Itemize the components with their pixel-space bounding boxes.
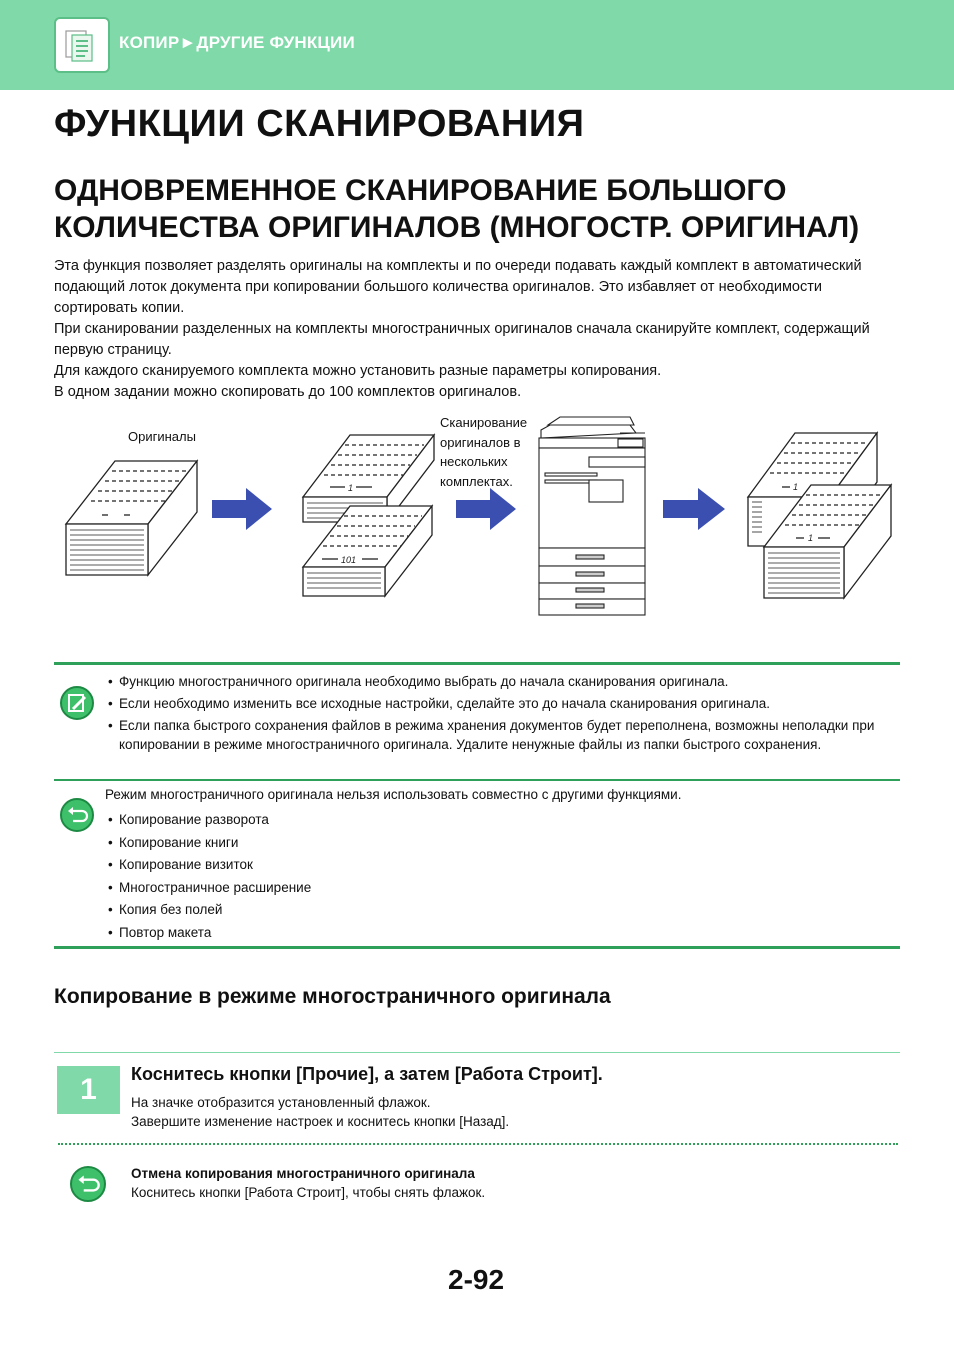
intro-paragraph: Для каждого сканируемого комплекта можно установить разные параметры копирования. [54,363,662,379]
step-line: На значке отобразится установленный флажок. [131,1095,431,1110]
arrow-right-icon [456,488,516,530]
page-title: ФУНКЦИИ СКАНИРОВАНИЯ [54,103,585,145]
step-number-badge: 1 [57,1066,120,1114]
intro-text [54,256,904,403]
copy-back-number: 1 [793,482,799,492]
restriction-lead: Режим многостраничного оригинала нельзя использовать совместно с другими функциями. [105,787,682,802]
step-text [131,1093,509,1131]
intro-paragraph: Эта функция позволяет разделять оригиналы на комплекты и по очереди подавать каждый комплект в автоматический подающий лоток документа при копировании большого количества оригиналов. Это избавляет от необходимости сортировать копии. [54,258,862,316]
cancel-text: Коснитесь кнопки [Работа Строит], чтобы снять флажок. [131,1185,486,1200]
set2-number: 101 [341,555,357,565]
intro-paragraph: В одном задании можно скопировать до 100 комплектов оригиналов. [54,384,522,400]
set1-number: 1 [348,483,354,493]
arrow-right-icon [663,488,725,530]
restriction-box [54,779,900,949]
scan-label: Сканирование оригиналов в нескольких комплектах. [440,415,528,489]
dotted-divider [58,1143,898,1145]
note-list [108,672,898,754]
return-arrow-icon [70,1166,106,1202]
page-number: 2-92 [448,1264,505,1295]
subsection-title: Копирование в режиме многостраничного оригинала [54,985,611,1008]
original-stack-illustration [66,461,197,575]
list-item: • Копия без полей [108,899,311,922]
intro-paragraph: При сканировании разделенных на комплекты многостраничных оригиналов сначала сканируйте комплект, содержащий первую страницу. [54,321,870,358]
list-item: • Копирование разворота [108,809,311,832]
originals-label: Оригиналы [128,429,196,444]
section-title: ОДНОВРЕМЕННОЕ СКАНИРОВАНИЕ БОЛЬШОГО КОЛИЧЕСТВА ОРИГИНАЛОВ (МНОГОСТР. ОРИГИНАЛ) [54,174,860,244]
list-item: • Если папка быстрого сохранения файлов в режима хранения документов будет переполнена, возможны неполадки при копировании в режиме многостраничного оригинала. Удалите ненужные файлы из папки быстрого сохранения. [108,716,898,754]
restriction-list [108,809,311,944]
list-item: • Копирование книги [108,832,311,855]
list-item: • Копирование визиток [108,854,311,877]
breadcrumb: КОПИР►ДРУГИЕ ФУНКЦИИ [119,33,355,52]
list-item: • Многостраничное расширение [108,877,311,900]
list-item: • Функцию многостраничного оригинала необходимо выбрать до начала сканирования оригинала. [108,672,898,691]
note-box [54,662,900,781]
workflow-diagram [0,405,954,635]
copier-machine-illustration [539,417,645,615]
list-item: • Повтор макета [108,922,311,945]
step-divider [54,1052,900,1053]
header-bar [0,0,954,90]
step-line: Завершите изменение настроек и коснитесь кнопки [Назад]. [131,1114,510,1129]
pencil-note-icon [60,686,94,720]
step-title: Коснитесь кнопки [Прочие], а затем [Работа Строит]. [131,1064,603,1084]
arrow-right-icon [212,488,272,530]
cancel-title: Отмена копирования многостраничного оригинала [131,1166,475,1181]
copy-document-icon [54,17,110,73]
copy-front-number: 1 [808,533,814,543]
list-item: • Если необходимо изменить все исходные настройки, сделайте это до начала сканирования оригинала. [108,694,898,713]
return-arrow-icon [60,798,94,832]
